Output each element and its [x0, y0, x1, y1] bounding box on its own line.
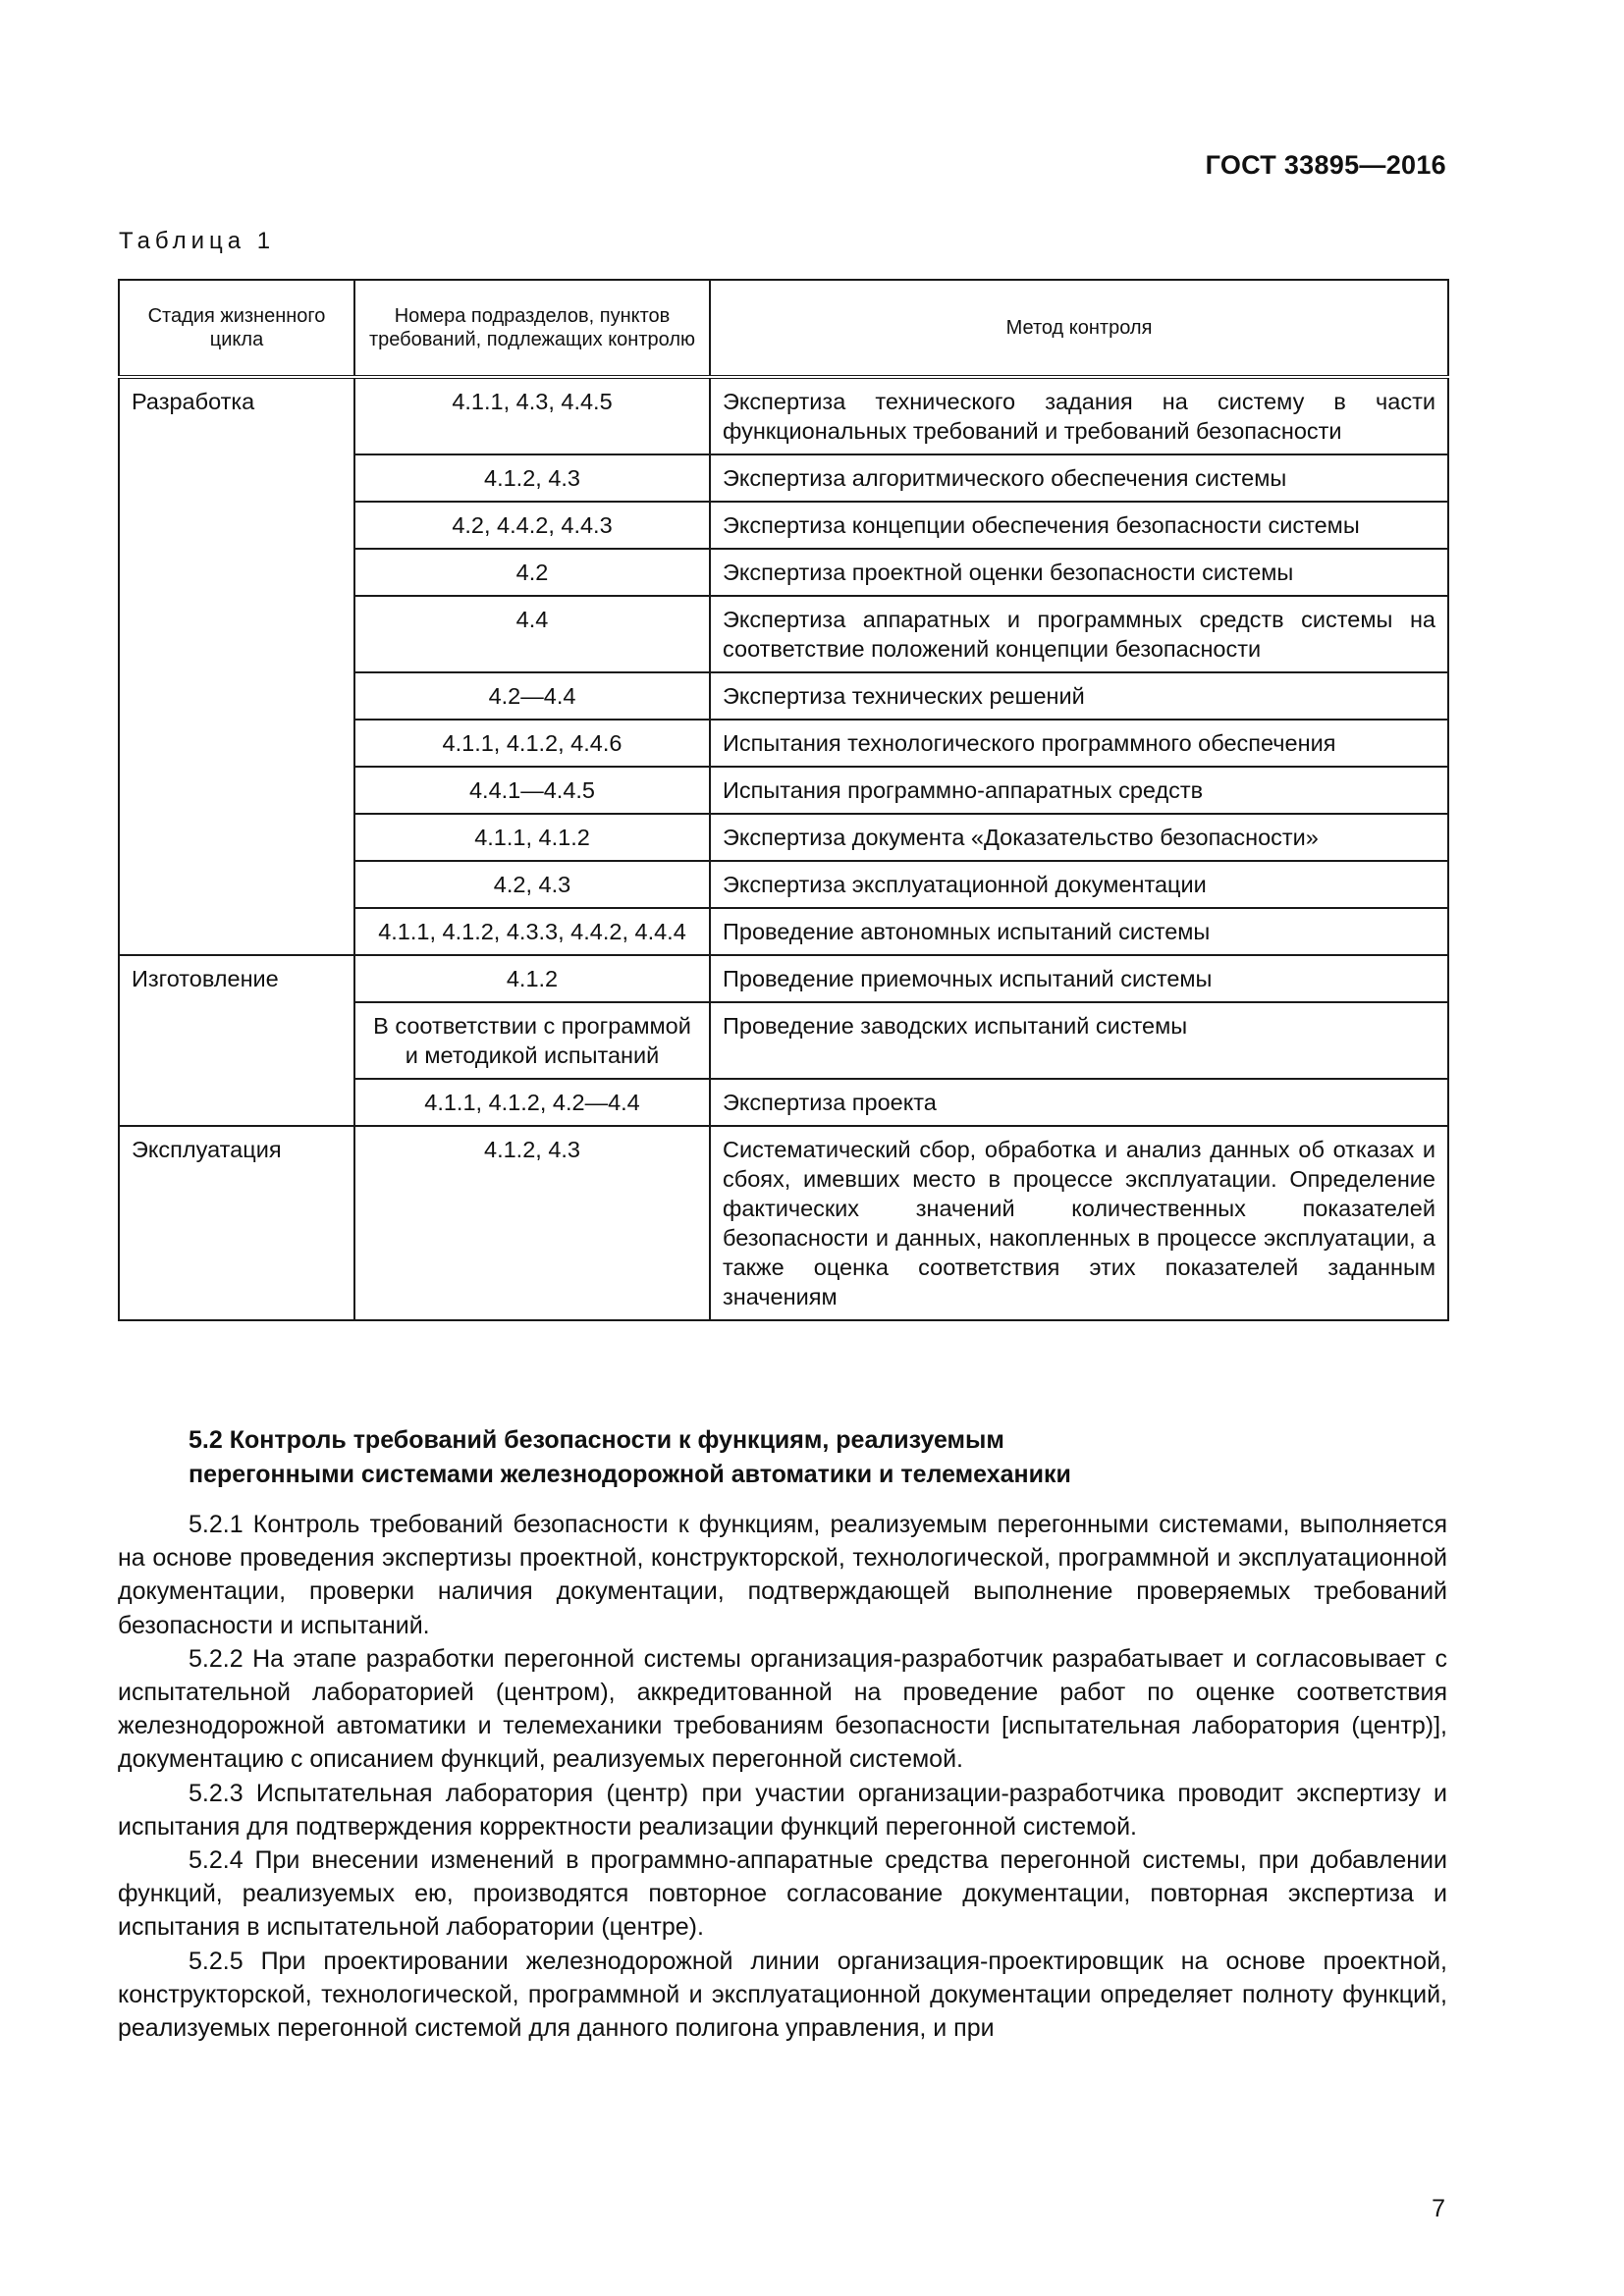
section-heading-line: перегонными системами железнодорожной автоматики и телемеханики [189, 1461, 1071, 1488]
section-heading-line: 5.2 Контроль требований безопасности к функциям, реализуемым [189, 1426, 1004, 1454]
method-cell: Экспертиза эксплуатационной документации [710, 861, 1448, 908]
column-header-method: Метод контроля [710, 280, 1448, 377]
method-cell: Экспертиза технических решений [710, 672, 1448, 720]
method-cell: Экспертиза технического задания на систему в части функциональных требований и требований безопасности [710, 377, 1448, 454]
method-cell: Экспертиза проекта [710, 1079, 1448, 1126]
method-cell: Испытания программно-аппаратных средств [710, 767, 1448, 814]
method-cell: Систематический сбор, обработка и анализ данных об отказах и сбоях, имевших место в процессе эксплуатации. Определение фактических значений количественных показателей безопасности и данных, накопленных в процессе эксплуатации, а также оценка соответствия этих показателей заданным значениям [710, 1126, 1448, 1320]
table-row [119, 1126, 1448, 1320]
document-code: ГОСТ 33895—2016 [1205, 150, 1446, 180]
section-heading [189, 1423, 1071, 1492]
numbers-cell: 4.4 [354, 596, 710, 672]
page-number: 7 [1432, 2195, 1445, 2222]
numbers-cell: 4.2—4.4 [354, 672, 710, 720]
numbers-cell: В соответствии с программой и методикой испытаний [354, 1002, 710, 1079]
numbers-cell: 4.1.2, 4.3 [354, 1126, 710, 1320]
stage-cell-manufacturing: Изготовление [119, 955, 354, 1126]
numbers-cell: 4.1.1, 4.1.2, 4.4.6 [354, 720, 710, 767]
numbers-cell: 4.1.1, 4.1.2, 4.3.3, 4.4.2, 4.4.4 [354, 908, 710, 955]
stage-cell-development: Разработка [119, 377, 354, 955]
method-cell: Проведение приемочных испытаний системы [710, 955, 1448, 1002]
method-cell: Экспертиза алгоритмического обеспечения системы [710, 454, 1448, 502]
paragraph-5-2-3: 5.2.3 Испытательная лаборатория (центр) при участии организации-разработчика проводит экспертизу и испытания для подтверждения корректности реализации функций перегонной системой. [118, 1779, 1447, 1841]
numbers-cell: 4.2, 4.4.2, 4.4.3 [354, 502, 710, 549]
column-header-stage: Стадия жизненного цикла [119, 280, 354, 377]
control-methods-table [118, 279, 1449, 1321]
numbers-cell: 4.1.1, 4.1.2 [354, 814, 710, 861]
method-cell: Экспертиза проектной оценки безопасности системы [710, 549, 1448, 596]
column-header-numbers: Номера подразделов, пунктов требований, подлежащих контролю [354, 280, 710, 377]
numbers-cell: 4.2, 4.3 [354, 861, 710, 908]
table-header-row [119, 280, 1448, 377]
table-row [119, 377, 1448, 454]
method-cell: Экспертиза аппаратных и программных средств системы на соответствие положений концепции безопасности [710, 596, 1448, 672]
paragraph-5-2-5: 5.2.5 При проектировании железнодорожной линии организация-проектировщик на основе проектной, конструкторской, технологической, программной и эксплуатационной документации определяет полноту функций, реализуемых перегонной системой для данного полигона управления, и при [118, 1947, 1447, 2043]
numbers-cell: 4.1.2 [354, 955, 710, 1002]
method-cell: Испытания технологического программного обеспечения [710, 720, 1448, 767]
numbers-cell: 4.4.1—4.4.5 [354, 767, 710, 814]
method-cell: Проведение заводских испытаний системы [710, 1002, 1448, 1079]
numbers-cell: 4.1.2, 4.3 [354, 454, 710, 502]
stage-cell-operation: Эксплуатация [119, 1126, 354, 1320]
method-cell: Проведение автономных испытаний системы [710, 908, 1448, 955]
numbers-cell: 4.2 [354, 549, 710, 596]
paragraph-5-2-2: 5.2.2 На этапе разработки перегонной системы организация-разработчик разрабатывает и согласовывает с испытательной лабораторией (центром), аккредитованной на проведение работ по оценке соответствия железнодорожной автоматики и телемеханики требованиям безопасности [испытательная лаборатория (центр)], документацию с описанием функций, реализуемых перегонной системой. [118, 1644, 1447, 1774]
table-caption: Таблица 1 [119, 228, 276, 254]
table-row [119, 955, 1448, 1002]
numbers-cell: 4.1.1, 4.3, 4.4.5 [354, 377, 710, 454]
paragraph-5-2-4: 5.2.4 При внесении изменений в программно-аппаратные средства перегонной системы, при добавлении функций, реализуемых ею, производятся повторное согласование документации, повторная экспертиза и испытания в испытательной лаборатории (центре). [118, 1846, 1447, 1942]
numbers-cell: 4.1.1, 4.1.2, 4.2—4.4 [354, 1079, 710, 1126]
method-cell: Экспертиза документа «Доказательство безопасности» [710, 814, 1448, 861]
method-cell: Экспертиза концепции обеспечения безопасности системы [710, 502, 1448, 549]
section-body [118, 1508, 1447, 2045]
paragraph-5-2-1: 5.2.1 Контроль требований безопасности к функциям, реализуемым перегонными системами, выполняется на основе проведения экспертизы проектной, конструкторской, технологической, программной и эксплуатационной документации, проверки наличия документации, подтверждающей выполнение проверяемых требований безопасности и испытаний. [118, 1511, 1447, 1639]
